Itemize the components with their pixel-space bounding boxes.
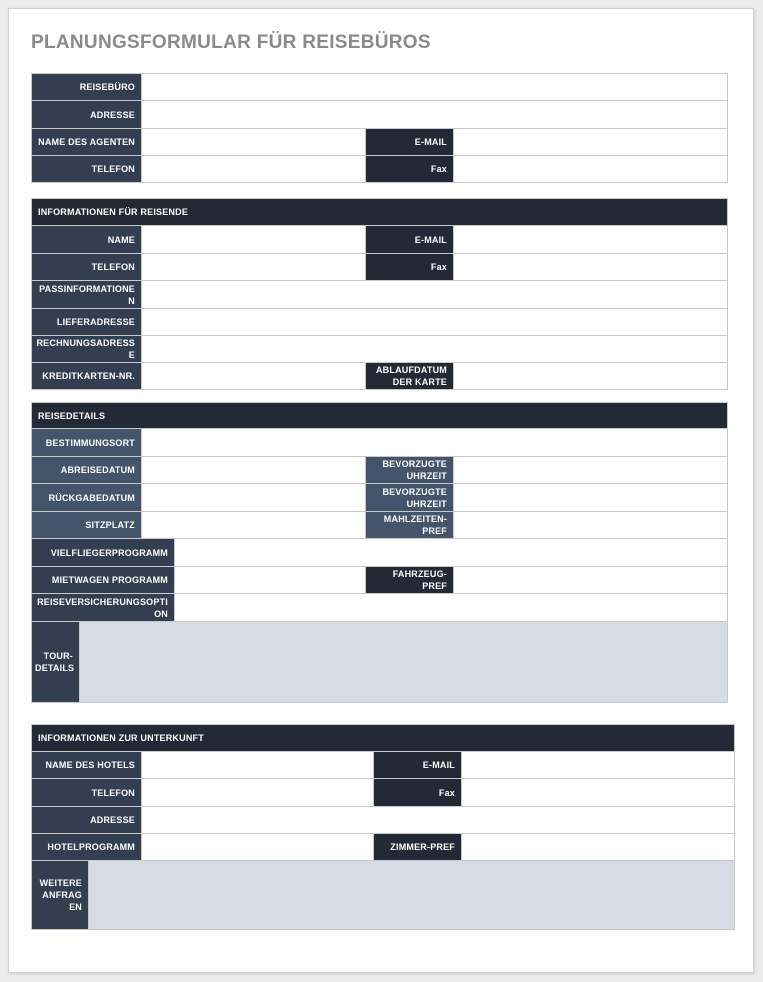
label-rechnungsadresse: RECHNUNGSADRESSE <box>31 335 142 363</box>
label-hotel-fax: Fax <box>373 778 462 807</box>
label-hotel-name: NAME DES HOTELS <box>31 751 142 779</box>
agent-phone-field[interactable] <box>141 155 366 183</box>
label-weitere-anfragen: WEITERE ANFRAGEN <box>31 860 89 930</box>
label-agent-fax: Fax <box>365 155 454 183</box>
label-kreditkarte: KREDITKARTEN-NR. <box>31 362 142 390</box>
label-abreisedatum: ABREISEDATUM <box>31 456 142 484</box>
label-agent-email: E-MAIL <box>365 128 454 156</box>
further-requests-textarea[interactable] <box>88 860 735 930</box>
credit-card-field[interactable] <box>141 362 366 390</box>
insurance-option-field[interactable] <box>174 593 728 622</box>
hotel-email-field[interactable] <box>461 751 735 779</box>
card-expiry-field[interactable] <box>453 362 728 390</box>
hotel-address-field[interactable] <box>141 806 735 834</box>
departure-date-field[interactable] <box>141 456 366 484</box>
agent-fax-field[interactable] <box>453 155 728 183</box>
meal-pref-field[interactable] <box>453 511 728 539</box>
label-agent-name: NAME DES AGENTEN <box>31 128 142 156</box>
label-hotel-telefon: TELEFON <box>31 778 142 807</box>
label-agent-telefon: TELEFON <box>31 155 142 183</box>
rental-car-field[interactable] <box>174 566 366 594</box>
label-reisebuero: REISEBÜRO <box>31 73 142 101</box>
seat-field[interactable] <box>141 511 366 539</box>
hotel-fax-field[interactable] <box>461 778 735 807</box>
traveler-phone-field[interactable] <box>141 253 366 281</box>
label-traveler-telefon: TELEFON <box>31 253 142 281</box>
page-title: PLANUNGSFORMULAR FÜR REISEBÜROS <box>31 32 431 53</box>
return-date-field[interactable] <box>141 483 366 512</box>
traveler-name-field[interactable] <box>141 225 366 254</box>
label-fahrzeug: FAHRZEUG-PREF <box>365 566 454 594</box>
return-time-field[interactable] <box>453 483 728 512</box>
reisebuero-field[interactable] <box>141 73 728 101</box>
label-vielflieger: VIELFLIEGERPROGRAMM <box>31 538 175 567</box>
label-ablaufdatum: ABLAUFDATUM DER KARTE <box>365 362 454 390</box>
billing-address-field[interactable] <box>141 335 728 363</box>
delivery-address-field[interactable] <box>141 308 728 336</box>
label-bestimmungsort: BESTIMMUNGSORT <box>31 428 142 457</box>
agent-email-field[interactable] <box>453 128 728 156</box>
label-hotelprogramm: HOTELPROGRAMM <box>31 833 142 861</box>
hotel-phone-field[interactable] <box>141 778 374 807</box>
label-traveler-name: NAME <box>31 225 142 254</box>
hotel-name-field[interactable] <box>141 751 374 779</box>
label-rueckgabedatum: RÜCKGABEDATUM <box>31 483 142 512</box>
label-traveler-fax: Fax <box>365 253 454 281</box>
label-hotel-adresse: ADRESSE <box>31 806 142 834</box>
tour-details-textarea[interactable] <box>79 621 728 703</box>
traveler-email-field[interactable] <box>453 225 728 254</box>
hotel-program-field[interactable] <box>141 833 374 861</box>
frequent-flyer-field[interactable] <box>174 538 728 567</box>
label-mietwagen: MIETWAGEN PROGRAMM <box>31 566 175 594</box>
passport-info-field[interactable] <box>141 280 728 309</box>
label-uhrzeit-abreise: BEVORZUGTE UHRZEIT <box>365 456 454 484</box>
section-header-lodging: INFORMATIONEN ZUR UNTERKUNFT <box>31 724 735 752</box>
departure-time-field[interactable] <box>453 456 728 484</box>
label-tour-details: TOUR-DETAILS <box>31 621 80 703</box>
label-mahlzeiten: MAHLZEITEN-PREF <box>365 511 454 539</box>
room-pref-field[interactable] <box>461 833 735 861</box>
label-lieferadresse: LIEFERADRESSE <box>31 308 142 336</box>
agency-address-field[interactable] <box>141 100 728 129</box>
label-traveler-email: E-MAIL <box>365 225 454 254</box>
traveler-fax-field[interactable] <box>453 253 728 281</box>
vehicle-pref-field[interactable] <box>453 566 728 594</box>
label-hotel-email: E-MAIL <box>373 751 462 779</box>
destination-field[interactable] <box>141 428 728 457</box>
section-header-travelers: INFORMATIONEN FÜR REISENDE <box>31 198 728 226</box>
label-passinfo: PASSINFORMATIONEN <box>31 280 142 309</box>
label-zimmer: ZIMMER-PREF <box>373 833 462 861</box>
section-header-trip: REISEDETAILS <box>31 402 728 429</box>
agent-name-field[interactable] <box>141 128 366 156</box>
label-uhrzeit-rueckgabe: BEVORZUGTE UHRZEIT <box>365 483 454 512</box>
label-sitzplatz: SITZPLATZ <box>31 511 142 539</box>
label-versicherung: REISEVERSICHERUNGSOPTION <box>31 593 175 622</box>
label-adresse: ADRESSE <box>31 100 142 129</box>
